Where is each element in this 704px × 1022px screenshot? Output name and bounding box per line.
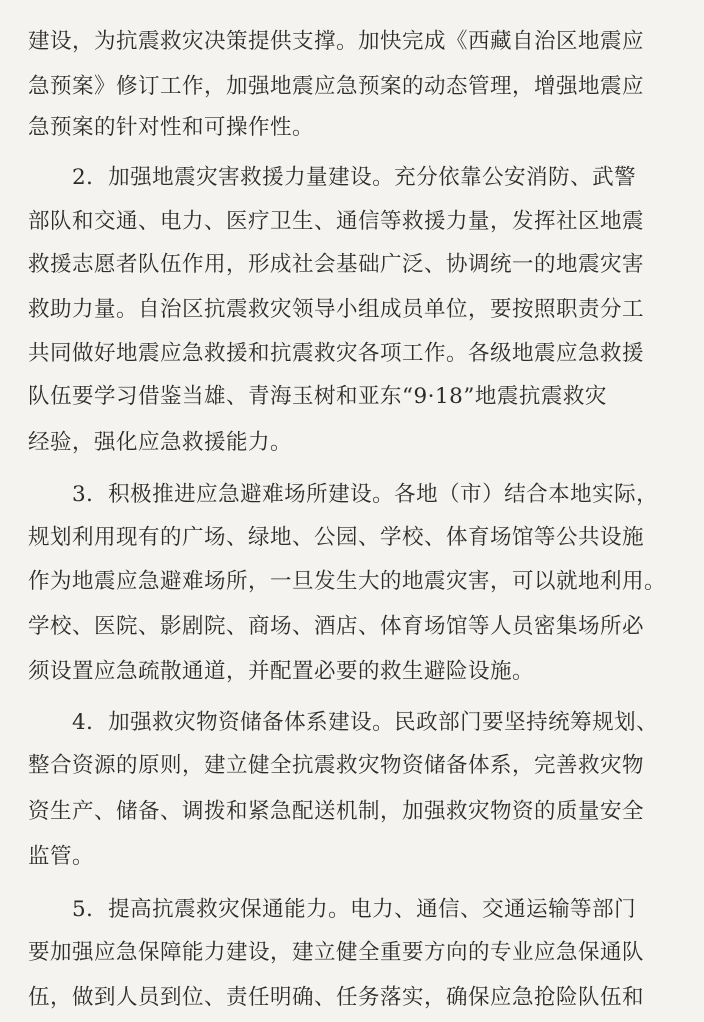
paragraph-4-line-1: 4．加强救灾物资储备体系建设。民政部门要坚持统筹规划、 <box>72 710 659 735</box>
text-line-21: 要加强应急保障能力建设，建立健全重要方向的专业应急保通队 <box>28 940 645 965</box>
text-line-12: 规划利用现有的广场、绿地、公园、学校、体育场馆等公共设施 <box>28 525 645 550</box>
text-line-6: 救援志愿者队伍作用，形成社会基础广泛、协调统一的地震灾害 <box>28 252 645 277</box>
text-line-14: 学校、医院、影剧院、商场、酒店、体育场馆等人员密集场所必 <box>28 614 645 639</box>
text-line-10: 经验，强化应急救援能力。 <box>28 430 293 455</box>
text-line-1: 建设，为抗震救灾决策提供支撑。加快完成《西藏自治区地震应 <box>28 29 645 54</box>
text-line-3: 急预案的针对性和可操作性。 <box>28 115 315 140</box>
text-line-2: 急预案》修订工作，加强地震应急预案的动态管理，增强地震应 <box>28 74 645 99</box>
text-line-19: 监管。 <box>28 844 95 869</box>
text-line-15: 须设置应急疏散通道，并配置必要的救生避险设施。 <box>28 659 535 684</box>
text-line-17: 整合资源的原则，建立健全抗震救灾物资储备体系，完善救灾物 <box>28 753 645 778</box>
text-line-7: 救助力量。自治区抗震救灾领导小组成员单位，要按照职责分工 <box>28 297 645 322</box>
text-line-5: 部队和交通、电力、医疗卫生、通信等救援力量，发挥社区地震 <box>28 209 645 234</box>
paragraph-2-line-1: 2．加强地震灾害救援力量建设。充分依靠公安消防、武警 <box>72 165 637 190</box>
text-line-9: 队伍要学习借鉴当雄、青海玉树和亚东“9·18”地震抗震救灾 <box>28 384 607 409</box>
paragraph-5-line-1: 5．提高抗震救灾保通能力。电力、通信、交通运输等部门 <box>72 897 637 922</box>
paragraph-3-line-1: 3．积极推进应急避难场所建设。各地（市）结合本地实际， <box>72 482 659 507</box>
text-line-18: 资生产、储备、调拨和紧急配送机制，加强救灾物资的质量安全 <box>28 799 645 824</box>
text-line-8: 共同做好地震应急救援和抗震救灾各项工作。各级地震应急救援 <box>28 341 645 366</box>
text-line-13: 作为地震应急避难场所，一旦发生大的地震灾害，可以就地利用。 <box>28 569 667 594</box>
text-line-22: 伍，做到人员到位、责任明确、任务落实，确保应急抢险队伍和 <box>28 985 645 1010</box>
